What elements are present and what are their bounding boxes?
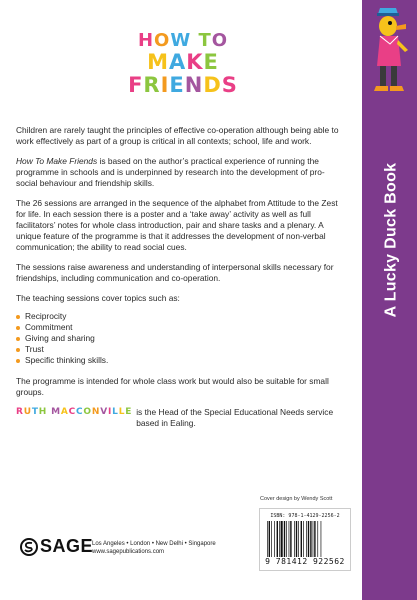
barcode-bar xyxy=(296,521,297,557)
publisher-logo xyxy=(20,536,93,557)
list-item: Commitment xyxy=(16,322,346,333)
barcode-bar xyxy=(269,521,270,557)
cover-credit: Cover design by Wendy Scott xyxy=(260,496,333,502)
title-line-3: FRIENDS xyxy=(128,73,238,97)
topics-list xyxy=(16,311,346,366)
barcode-graphic xyxy=(266,521,344,557)
publisher-cities: Los Angeles • London • New Delhi • Singapore xyxy=(92,541,216,547)
title-line-2: MAKE xyxy=(147,50,219,74)
barcode-bar xyxy=(281,521,283,557)
publisher-info xyxy=(92,540,216,556)
barcode-bar xyxy=(308,521,309,557)
barcode-bar xyxy=(289,521,290,557)
barcode-bar xyxy=(284,521,285,557)
blurb xyxy=(16,125,346,429)
paragraph-basis: How To Make Friends is based on the author’s practical experience of running the programme in schools and is underpinned by research into the development of pro-social behaviour and friendship skills. xyxy=(16,156,325,188)
barcode-bar xyxy=(290,521,291,557)
barcode-bar xyxy=(314,521,315,557)
barcode-bar xyxy=(313,521,314,557)
paragraph-sessions: The 26 sessions are arranged in the sequence of the alphabet from Attitude to the Zest for life. In each session there is a poster and a ‘take away’ activity as well as full facilitators’ notes for whole class introduction, pair and share tasks and a plenary. A unique feature of the programme is that it addresses the development of non-verbal communication; the ability to read social cues. xyxy=(16,198,338,252)
list-item: Trust xyxy=(16,344,346,355)
paragraph-topics-intro: The teaching sessions cover topics such as: xyxy=(16,293,180,303)
barcode-bar xyxy=(317,521,318,557)
paragraph-intended: The programme is intended for whole class work but would also be suitable for small groups. xyxy=(16,376,329,397)
title-line-1: HOW TO xyxy=(137,30,229,51)
author-name: RUTH MACCONVILLE xyxy=(16,407,133,417)
spine-text: A Lucky Duck Book xyxy=(382,162,400,318)
barcode-bar xyxy=(294,521,295,557)
barcode-bar xyxy=(306,521,307,557)
book-title xyxy=(118,32,248,96)
barcode-bar xyxy=(303,521,304,557)
publisher-url[interactable]: www.sagepublications.com xyxy=(92,549,165,555)
barcode-panel xyxy=(259,508,351,571)
barcode-bar xyxy=(279,521,280,557)
publisher-name: SAGE xyxy=(40,536,94,556)
barcode-bar xyxy=(271,521,272,557)
author-line xyxy=(16,407,346,429)
barcode-bar xyxy=(301,521,302,557)
barcode-digits: 9 781412 922562 xyxy=(265,557,345,566)
barcode-bar xyxy=(286,521,287,557)
barcode-bar xyxy=(321,521,322,557)
sage-logo-icon xyxy=(20,538,38,556)
paragraph-awareness: The sessions raise awareness and understanding of interpersonal skills necessary for friendships, including communication and co-operation. xyxy=(16,262,334,283)
list-item: Specific thinking skills. xyxy=(16,355,346,366)
barcode-bar xyxy=(267,521,268,557)
spine-label xyxy=(380,100,402,380)
barcode-bar xyxy=(298,521,299,557)
list-item: Giving and sharing xyxy=(16,333,346,344)
duck-icon xyxy=(368,4,412,100)
author-bio: is the Head of the Special Educational Needs service based in Ealing. xyxy=(136,407,334,428)
inline-title: How To Make Friends xyxy=(16,156,98,166)
isbn-text: ISBN: 978-1-4129-2256-2 xyxy=(270,513,340,519)
barcode-bar xyxy=(310,521,311,557)
paragraph-intro: Children are rarely taught the principles of effective co-operation although being able to work effectively as part of a group is critical in all contexts; school, life and work. xyxy=(16,125,339,146)
barcode-bar xyxy=(274,521,275,557)
list-item: Reciprocity xyxy=(16,311,346,322)
barcode-bar xyxy=(277,521,278,557)
